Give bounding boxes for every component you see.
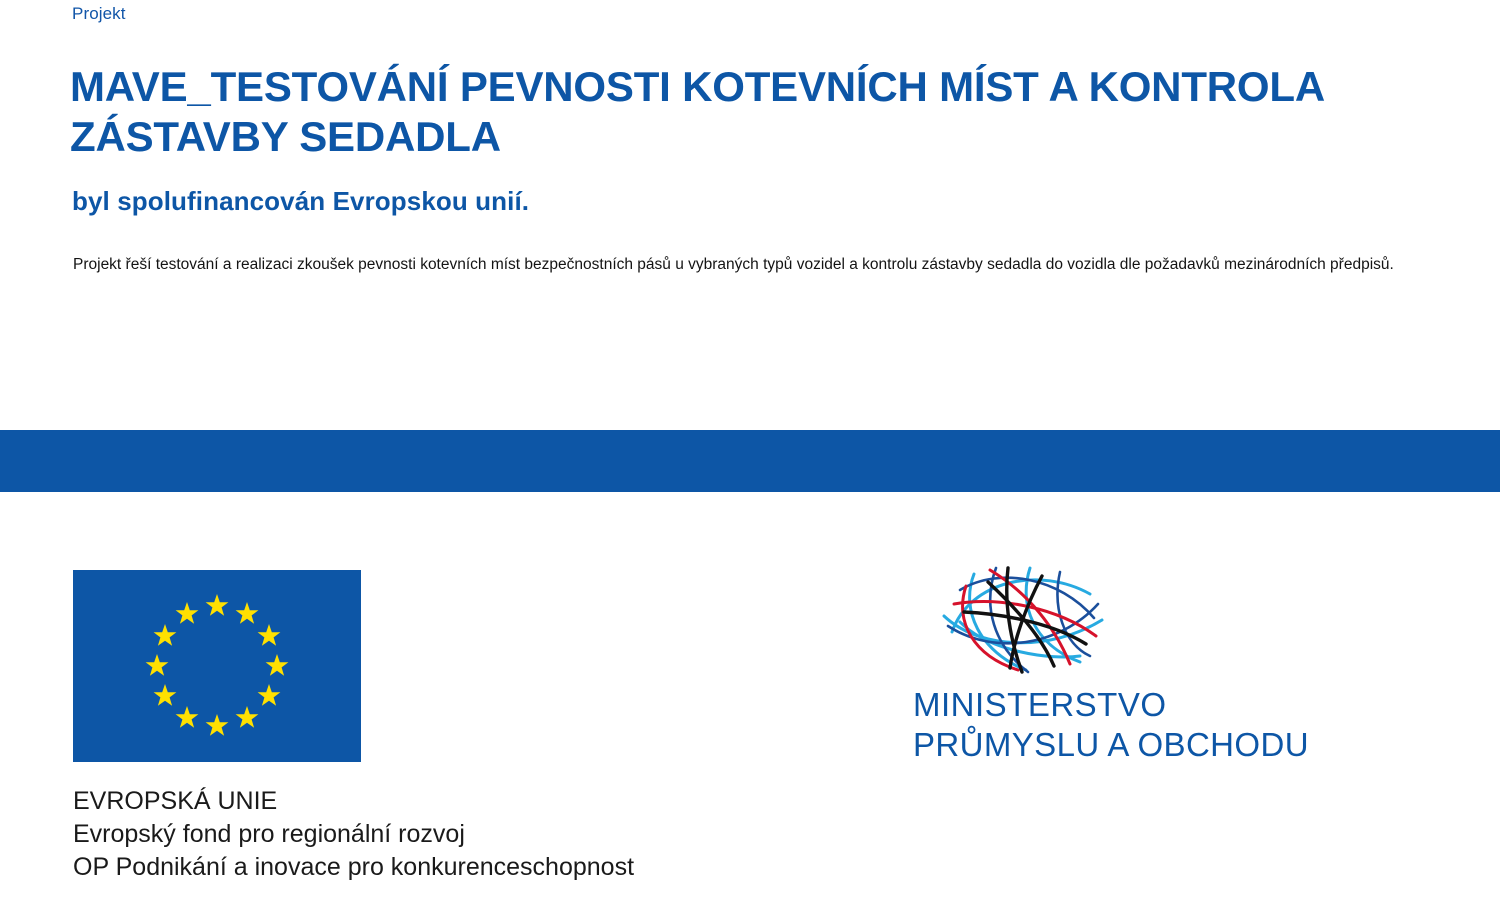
eu-flag-icon [73,570,361,762]
eyebrow-label: Projekt [72,4,126,23]
globe-icon [930,560,1120,680]
eu-caption-line-2: Evropský fond pro regionální rozvoj [73,820,465,848]
page-title: MAVE_TESTOVÁNÍ PEVNOSTI KOTEVNÍCH MÍST A KONTROLA ZÁSTAVBY SEDADLA [70,63,1324,160]
ministry-line-1: MINISTERSTVO [913,686,1167,723]
blue-divider-band [0,430,1500,492]
ministry-line-2: PRŮMYSLU A OBCHODU [913,725,1309,763]
page-subtitle: byl spolufinancován Evropskou unií. [72,186,530,216]
eu-caption-line-1: EVROPSKÁ UNIE [73,787,278,815]
project-description: Projekt řeší testování a realizaci zkoušek pevnosti kotevních míst bezpečnostních pásů u vybraných typů vozidel a kontrolu zástavby sedadla do vozidla dle požadavků mezinárodních předpisů. [73,255,1394,273]
eu-caption-line-3: OP Podnikání a inovace pro konkurenceschopnost [73,853,635,881]
ministry-logo-text [913,685,1343,764]
ministry-logo [905,560,1345,790]
eu-logo-caption [73,785,873,884]
